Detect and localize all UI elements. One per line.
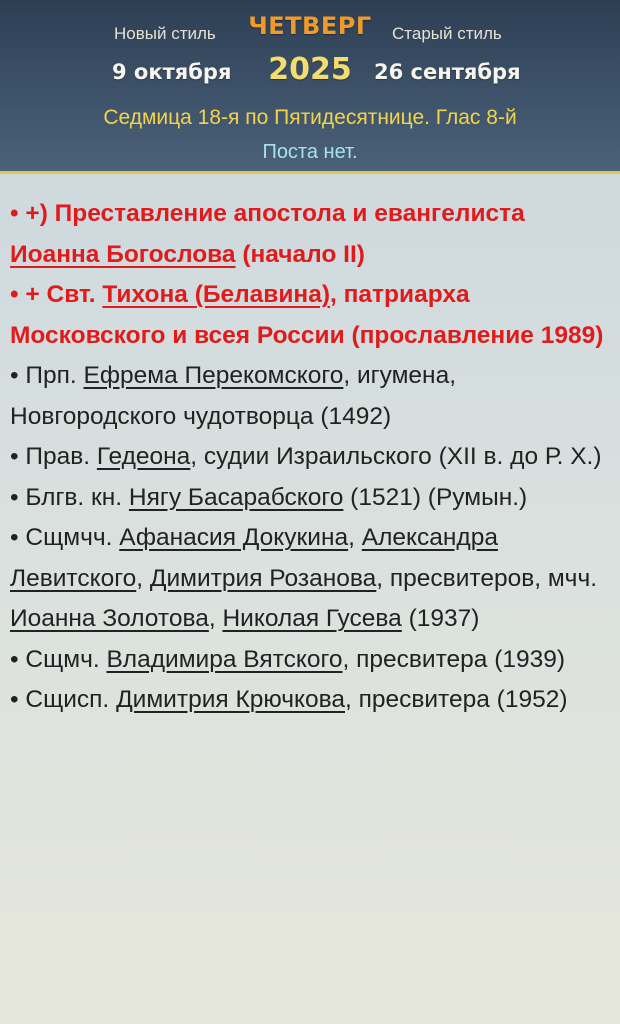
feast-text: • Прп. [10,362,84,389]
saint-link[interactable]: Ефрема Перекомского [83,362,344,389]
feast-text: , пресвитера (1952) [344,686,568,713]
feast-text: • Сщисп. [10,686,117,713]
feast-text: , игумена, Новгородского чудотворца (1492) [10,362,457,430]
feast-item [10,478,610,519]
weekday-title: ЧЕТВЕРГ [248,12,372,40]
feast-item [10,437,610,478]
feast-text: , [348,524,362,551]
saint-link[interactable]: Димитрия Розанова [149,564,377,592]
major-feast-item [10,275,610,356]
new-style-label: Новый стиль [114,24,216,43]
saint-link[interactable]: Гедеона [96,443,191,470]
feast-text: • + Свт. [10,281,103,308]
saint-link[interactable]: Александра Левитского [10,524,498,592]
calendar-header [0,0,620,174]
feast-item [10,680,610,721]
year[interactable]: 2025 [268,52,352,87]
feast-text: (1521) (Румын.) [343,483,528,511]
feast-text: , [136,564,150,592]
saint-link[interactable]: Нягу Басарабского [128,483,344,511]
date-old-style[interactable]: 26 сентября [374,60,521,84]
feast-text: • Сщмчч. [10,524,120,551]
feast-text: , судии Израильского (XII в. до Р. Х.) [190,443,602,470]
saint-link[interactable]: Иоанна Богослова [10,240,236,268]
date-new-style[interactable]: 9 октября [112,60,232,84]
fast-info: Поста нет. [262,141,358,163]
feast-text: • Блгв. кн. [10,483,129,511]
saint-link[interactable]: Иоанна Золотова [10,605,209,632]
saint-link[interactable]: Тихона (Белавина) [102,281,330,308]
week-info: Седмица 18-я по Пятидесятнице. Глас 8-й [103,106,517,129]
feast-list [0,174,620,721]
feast-text: , пресвитера (1939) [342,645,566,673]
saint-link[interactable]: Афанасия Докукина [119,524,349,551]
feast-text: , патриарха Московского и всея России (прославление 1989) [10,281,604,349]
feast-item [10,640,610,681]
feast-text: (начало II) [235,240,365,268]
feast-text: • Сщмч. [10,645,107,673]
major-feast-item [10,194,610,275]
saint-link[interactable]: Владимира Вятского [106,645,343,673]
feast-item [10,356,610,437]
feast-item [10,518,610,640]
old-style-label: Старый стиль [392,24,502,43]
feast-text: (1937) [401,605,480,632]
feast-text: , пресвитеров, мчч. [376,564,598,592]
saint-link[interactable]: Димитрия Крючкова [116,686,345,713]
feast-text: • Прав. [10,443,97,470]
feast-text: , [208,605,223,632]
saint-link[interactable]: Николая Гусева [222,605,402,632]
feast-text: • +) Преставление апостола и евангелиста [10,200,525,227]
